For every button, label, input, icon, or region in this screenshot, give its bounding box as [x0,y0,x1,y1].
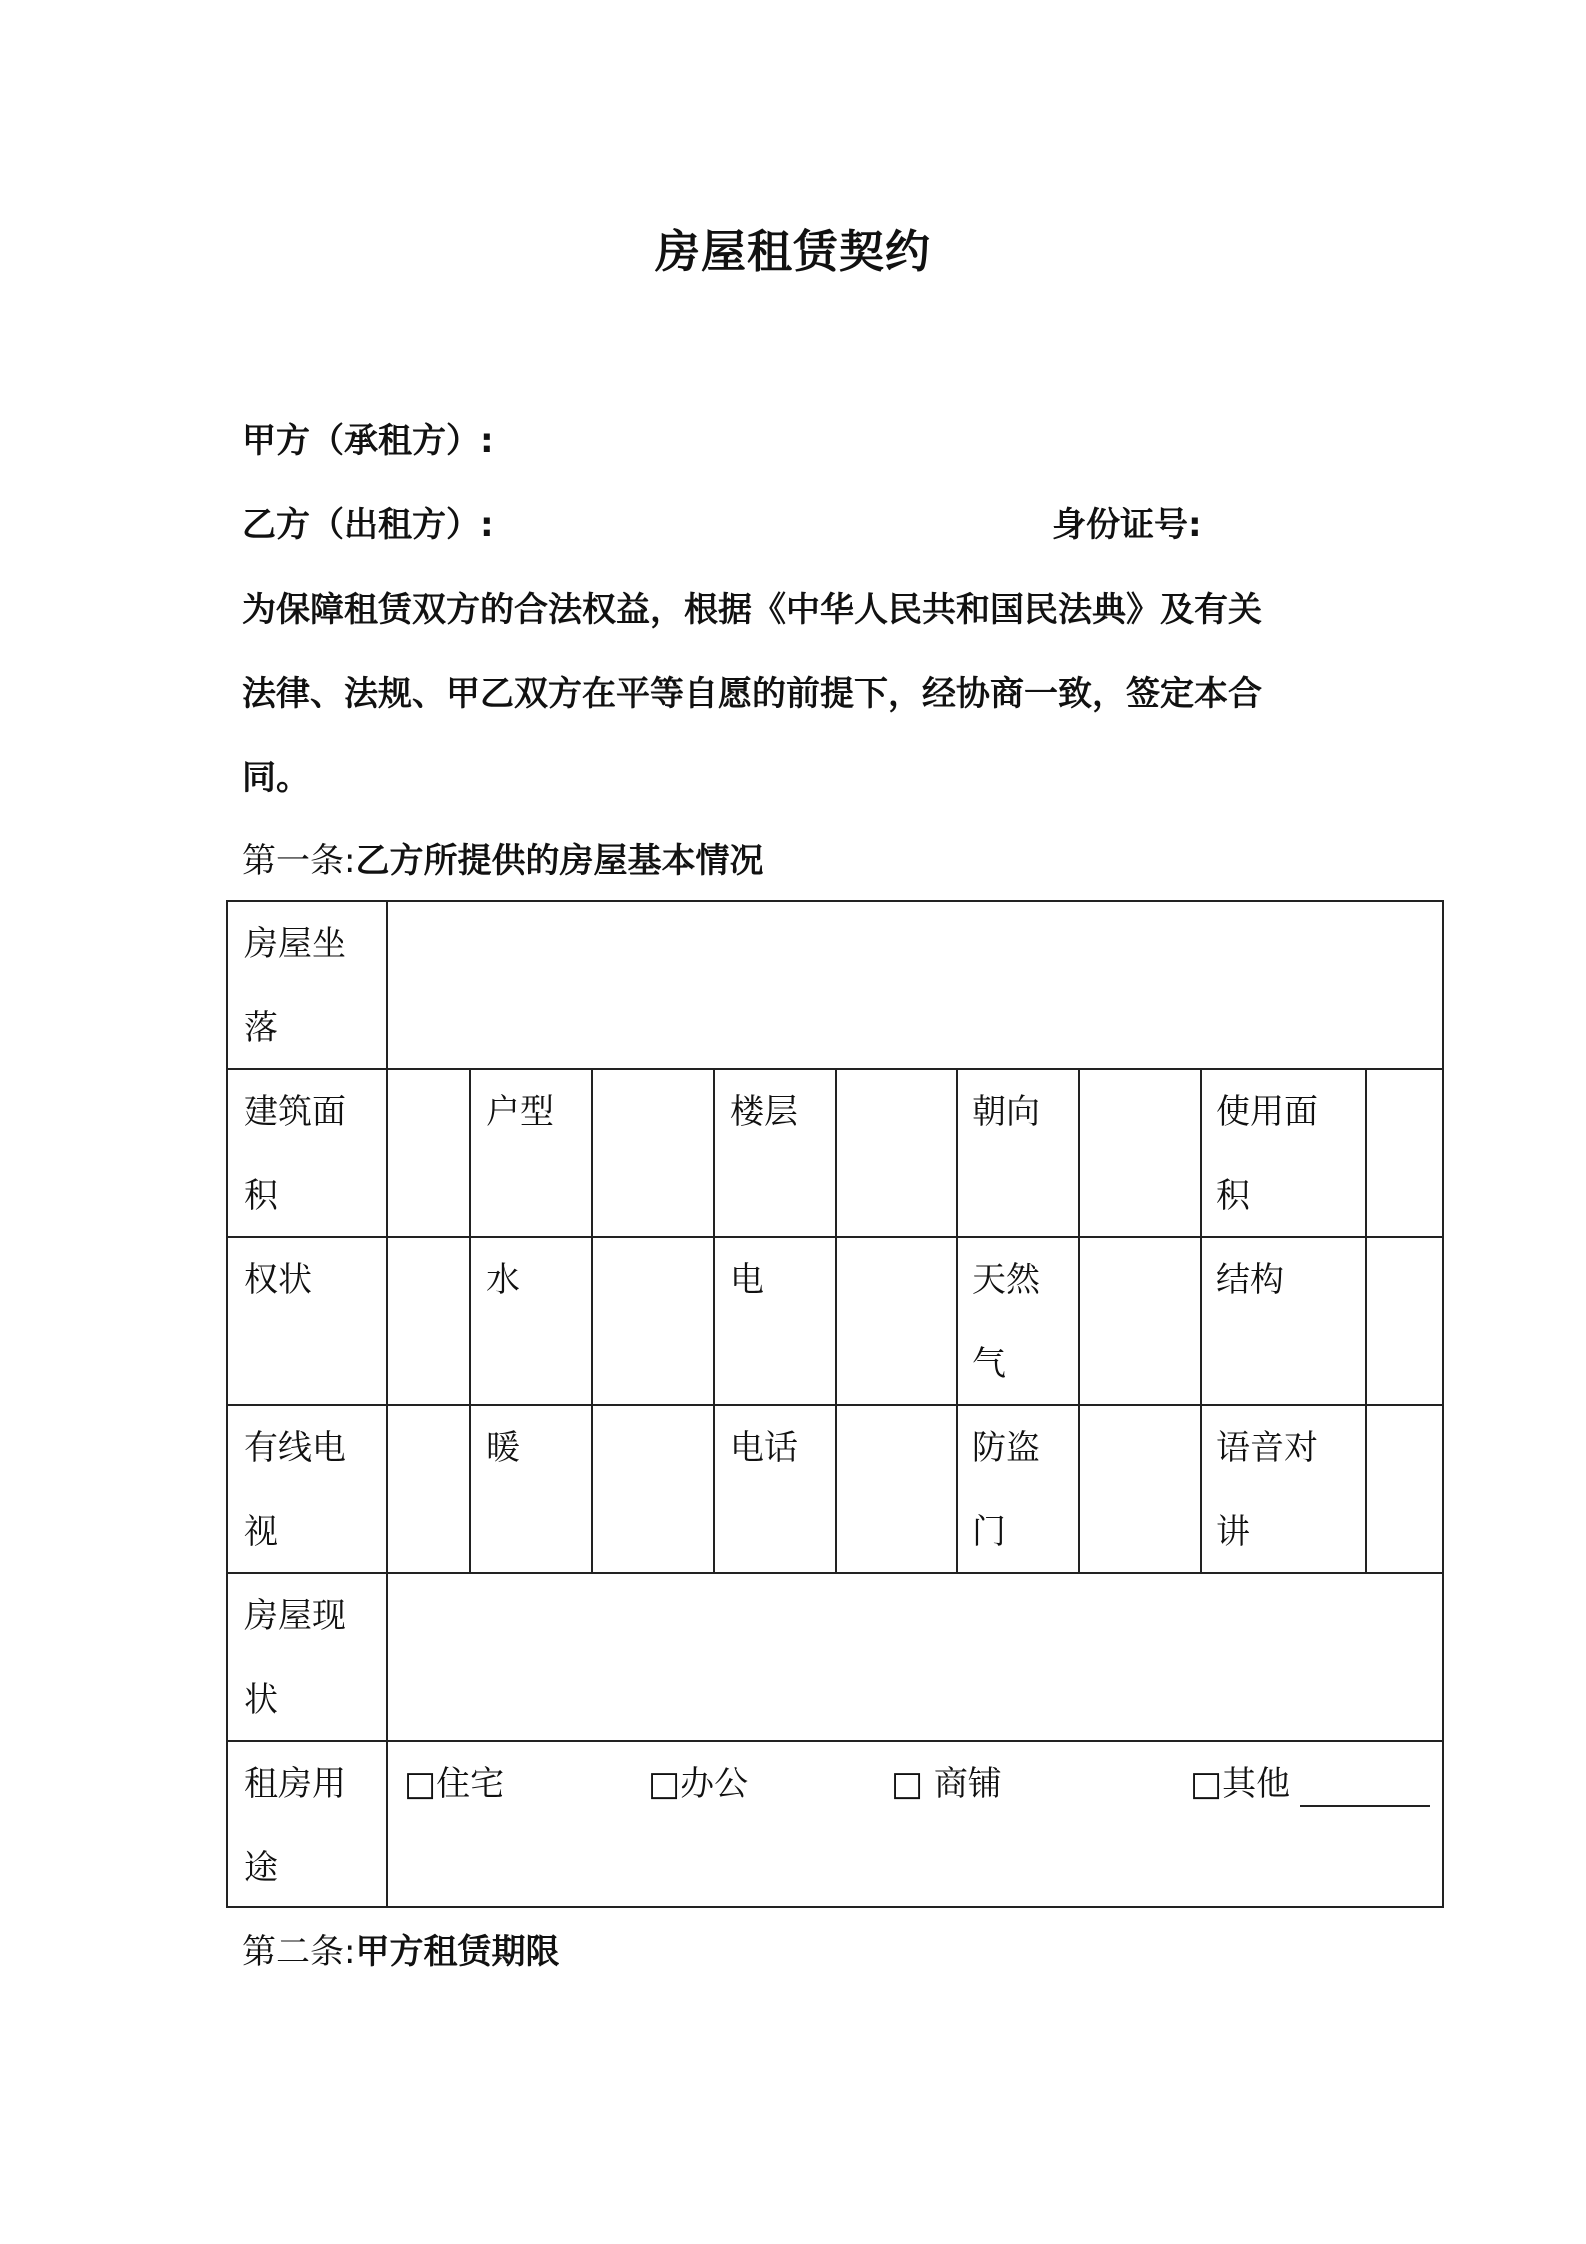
gas-label: 天然 气 [972,1260,1040,1384]
column-divider [956,1068,958,1572]
ownership-label: 权状 [244,1260,312,1300]
column-divider [1078,1068,1080,1572]
building-area-label: 建筑面 积 [244,1092,346,1216]
intro-line-1: 为保障租赁双方的合法权益，根据《中华人民共和国民法典》及有关 [242,590,1262,630]
security-door-label: 防盗 门 [972,1428,1040,1552]
id-number-label: 身份证号: [1052,505,1202,545]
checkbox-residential[interactable]: □住宅 [404,1764,505,1804]
article-1-prefix: 第一条: [242,841,356,881]
phone-label: 电话 [730,1428,798,1468]
electricity-label: 电 [730,1260,764,1300]
cable-tv-label: 有线电 视 [244,1428,346,1552]
intro-line-3: 同。 [242,758,310,798]
column-divider [835,1068,837,1572]
purpose-label: 租房用 途 [244,1764,346,1888]
document-title: 房屋租赁契约 [654,225,931,278]
column-divider [386,902,388,1908]
column-divider [713,1068,715,1572]
checkbox-other[interactable]: □其他 [1190,1764,1291,1804]
article-2-heading [242,1924,559,1973]
party-b-label: 乙方（出租方）: [242,505,494,545]
checkbox-office[interactable]: □办公 [648,1764,749,1804]
floor-label: 楼层 [730,1092,798,1132]
column-divider [1200,1068,1202,1572]
column-divider [1365,1068,1367,1572]
article-2-prefix: 第二条: [242,1932,356,1972]
structure-label: 结构 [1216,1260,1284,1300]
other-blank-line[interactable] [1300,1805,1430,1807]
column-divider [469,1068,471,1572]
article-1-text: 乙方所提供的房屋基本情况 [355,841,764,881]
party-a-label: 甲方（承租方）: [242,421,494,461]
article-2-text: 甲方租赁期限 [355,1932,560,1972]
layout-label: 户型 [486,1092,554,1132]
usable-area-label: 使用面 积 [1216,1092,1318,1216]
condition-label: 房屋现 状 [244,1596,346,1720]
article-1-heading [242,833,763,882]
checkbox-shop[interactable]: □ 商铺 [891,1764,1002,1804]
house-info-table [226,900,1444,1908]
intro-line-2: 法律、法规、甲乙双方在平等自愿的前提下，经协商一致，签定本合 [242,674,1262,714]
intercom-label: 语音对 讲 [1216,1428,1318,1552]
water-label: 水 [486,1260,520,1300]
heating-label: 暖 [486,1428,520,1468]
column-divider [591,1068,593,1572]
orientation-label: 朝向 [972,1092,1040,1132]
location-label: 房屋坐 落 [244,924,346,1048]
